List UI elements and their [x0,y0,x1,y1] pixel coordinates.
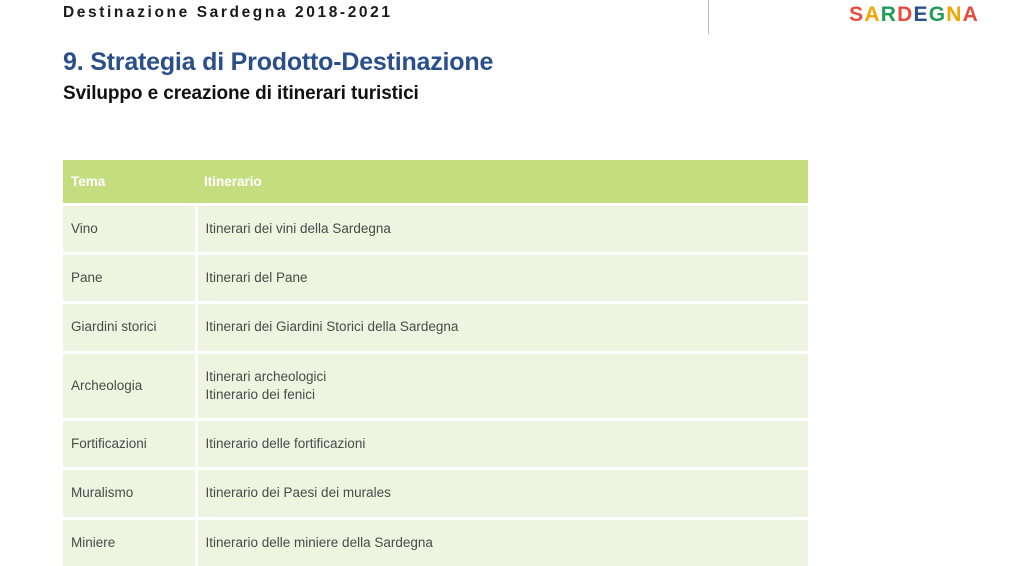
page-subtitle: Sviluppo e creazione di itinerari turistici [63,82,419,104]
table-row [63,420,808,469]
cell-itinerario-line: Itinerario delle miniere della Sardegna [205,534,433,550]
table-row [63,205,808,254]
cell-tema: Fortificazioni [63,420,196,469]
header-divider [708,0,709,34]
column-header-itinerario: Itinerario [196,160,808,205]
cell-itinerario-line: Itinerario dei Paesi dei murales [205,485,391,501]
document-header [0,0,1024,34]
table-row [63,469,808,518]
table-body [63,205,808,566]
cell-itinerario-line: Itinerario delle fortificazioni [205,436,366,452]
logo-letter: S [849,3,865,26]
table-row [63,254,808,303]
table-header-row [63,160,808,205]
table-header [63,160,808,205]
table-row [63,352,808,419]
cell-tema: Archeologia [63,352,196,419]
title-block [63,48,493,106]
cell-itinerario [196,469,808,518]
itinerari-table [63,160,808,566]
cell-itinerario-line: Itinerari del Pane [205,270,308,286]
cell-itinerario-line: Itinerari archeologici [205,368,327,384]
column-header-tema: Tema [63,160,196,205]
cell-itinerario [196,205,808,254]
logo-letter: N [946,3,963,26]
logo-letter: A [864,3,881,26]
document-title: Destinazione Sardegna 2018-2021 [63,4,393,21]
cell-tema: Muralismo [63,469,196,518]
cell-itinerario [196,352,808,419]
logo-letter: E [913,3,929,26]
page-title: 9. Strategia di Prodotto-Destinazione [63,48,494,76]
itinerari-table-container [63,160,808,566]
cell-tema: Pane [63,254,196,303]
cell-itinerario-line: Itinerari dei Giardini Storici della Sardegna [205,319,459,335]
cell-itinerario [196,303,808,352]
logo-letter: A [962,3,979,26]
logo-letter: G [928,3,947,26]
cell-tema: Giardini storici [63,303,196,352]
sardegna-logo [849,3,979,27]
cell-itinerario-line: Itinerari dei vini della Sardegna [205,221,391,236]
logo-letter: R [880,3,898,26]
table-row [63,303,808,352]
cell-itinerario [196,254,808,303]
cell-itinerario [196,420,808,469]
logo-letter: D [897,3,914,26]
cell-tema: Vino [63,205,196,254]
cell-tema: Miniere [63,518,196,566]
cell-itinerario-line: Itinerario dei fenici [205,386,316,402]
